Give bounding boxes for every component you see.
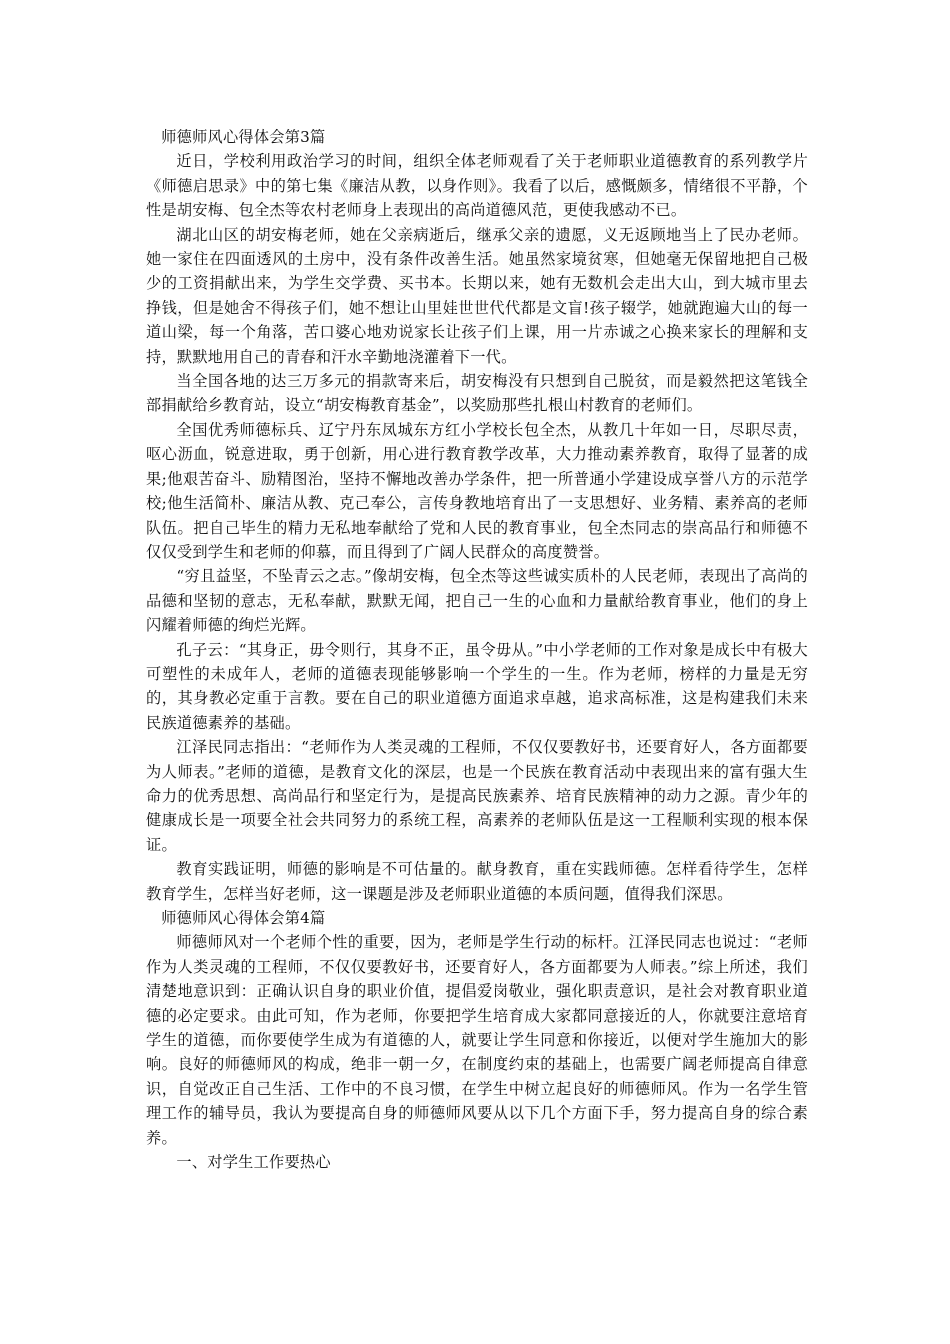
- paragraph: “穷且益坚，不坠青云之志。”像胡安梅，包全杰等这些诚实质朴的人民老师，表现出了高尚的品德和坚韧的意志，无私奉献，默默无闻，把自己一生的心血和力量献给教育事业，他们的身上闪耀着师德的绚烂光辉。: [146, 567, 808, 635]
- paragraph: 湖北山区的胡安梅老师，她在父亲病逝后，继承父亲的遗愿，义无返顾地当上了民办老师。她一家住在四面透风的土房中，没有条件改善生活。她虽然家境贫寒，但她毫无保留地把自己极少的工资捐献出来，为学生交学费、买书本。长期以来，她有无数机会走出大山，到大城市里去挣钱，但是她舍不得孩子们，她不想让山里娃世世代代都是文盲!孩子辍学，她就跑遍大山的每一道山梁，每一个角落，苦口婆心地劝说家长让孩子们上课，用一片赤诚之心换来家长的理解和支持，默默地用自己的青春和汗水辛勤地浇灌着下一代。: [146, 225, 808, 366]
- section-heading-3: 师德师风心得体会第3篇: [161, 128, 326, 146]
- paragraph: 教育实践证明，师德的影响是不可估量的。献身教育，重在实践师德。怎样看待学生，怎样教育学生，怎样当好老师，这一课题是涉及老师职业道德的本质问题，值得我们深思。: [146, 860, 808, 903]
- paragraph: 孔子云：“其身正，毋令则行，其身不正，虽令毋从。”中小学老师的工作对象是成长中有极大可塑性的未成年人，老师的道德表现能够影响一个学生的一生。作为老师，榜样的力量是无穷的，其身教必定重于言教。要在自己的职业道德方面追求卓越，追求高标准，这是构建我们未来民族道德素养的基础。: [146, 640, 808, 732]
- document-body: [146, 125, 808, 1174]
- paragraph: 全国优秀师德标兵、辽宁丹东凤城东方红小学校长包全杰，从教几十年如一日，尽职尽责，呕心沥血，锐意进取，勇于创新，用心进行教育教学改革，大力推动素养教育，取得了显著的成果;他艰苦奋斗、励精图治，坚持不懈地改善办学条件，把一所普通小学建设成享誉八方的示范学校;他生活简朴、廉洁从教、克己奉公，言传身教地培育出了一支思想好、业务精、素养高的老师队伍。把自己毕生的精力无私地奉献给了党和人民的教育事业，包全杰同志的崇高品行和师德不仅仅受到学生和老师的仰慕，而且得到了广阔人民群众的高度赞誉。: [146, 420, 808, 561]
- paragraph: 一、对学生工作要热心: [176, 1153, 331, 1172]
- paragraph: 师德师风对一个老师个性的重要，因为，老师是学生行动的标杆。江泽民同志也说过：“老师作为人类灵魂的工程师，不仅仅要教好书，还要育好人，各方面都要为人师表。”综上所述，我们清楚地意识到：正确认识自身的职业价值，提倡爱岗敬业，强化职责意识，是社会对教育职业道德的必定要求。由此可知，作为老师，你要把学生培育成大家都同意接近的人，你就要注意培育学生的道德，而你要使学生成为有道德的人，就要让学生同意和你接近，以便对学生施加大的影响。良好的师德师风的构成，绝非一朝一夕，在制度约束的基础上，也需要广阔老师提高自律意识，自觉改正自己生活、工作中的不良习惯，在学生中树立起良好的师德师风。作为一名学生管理工作的辅导员，我认为要提高自身的师德师风要从以下几个方面下手，努力提高自身的综合素养。: [146, 933, 808, 1147]
- paragraph: 当全国各地的达三万多元的捐款寄来后，胡安梅没有只想到自己脱贫，而是毅然把这笔钱全部捐献给乡教育站，设立“胡安梅教育基金”，以奖励那些扎根山村教育的老师们。: [146, 372, 808, 415]
- paragraph: 近日，学校利用政治学习的时间，组织全体老师观看了关于老师职业道德教育的系列教学片《师德启思录》中的第七集《廉洁从教，以身作则》。我看了以后，感慨颇多，情绪很不平静，个性是胡安梅、包全杰等农村老师身上表现出的高尚道德风范，更使我感动不已。: [146, 152, 808, 220]
- paragraph: 江泽民同志指出：“老师作为人类灵魂的工程师，不仅仅要教好书，还要育好人，各方面都要为人师表。”老师的道德，是教育文化的深层，也是一个民族在教育活动中表现出来的富有强大生命力的优秀思想、高尚品行和坚定行为，是提高民族素养、培育民族精神的动力之源。青少年的健康成长是一项要全社会共同努力的系统工程，高素养的老师队伍是这一工程顺利实现的根本保证。: [146, 738, 808, 854]
- section-heading-4: 师德师风心得体会第4篇: [161, 909, 326, 927]
